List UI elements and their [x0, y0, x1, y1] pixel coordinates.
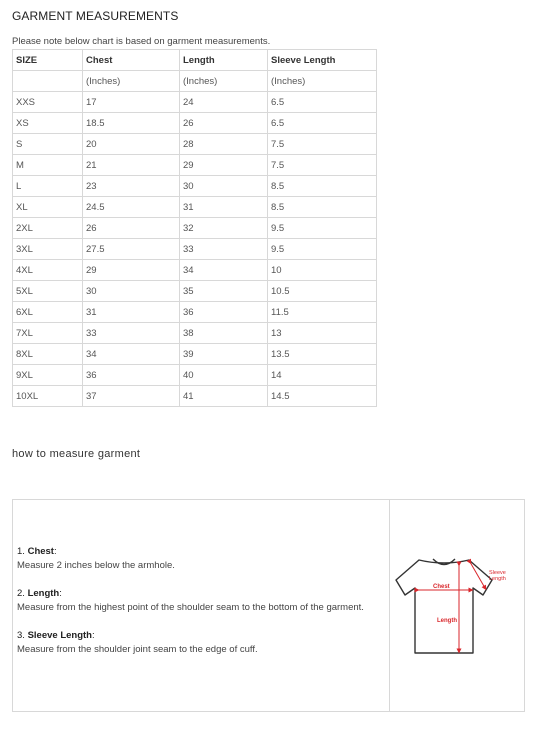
unit-sleeve-length: (Inches): [268, 71, 377, 92]
cell-chest: 37: [83, 386, 180, 407]
cell-length: 30: [180, 176, 268, 197]
cell-length: 32: [180, 218, 268, 239]
cell-sleeve-length: 10: [268, 260, 377, 281]
cell-size: 10XL: [13, 386, 83, 407]
cell-size: XL: [13, 197, 83, 218]
instruction-description: Measure from the shoulder joint seam to the edge of cuff.: [17, 644, 258, 655]
cell-sleeve-length: 14.5: [268, 386, 377, 407]
cell-chest: 26: [83, 218, 180, 239]
sleeve-label: Sleeve: [489, 570, 506, 576]
table-units-row: [13, 71, 377, 92]
page-title: GARMENT MEASUREMENTS: [12, 9, 179, 23]
instruction-name: Chest: [27, 546, 54, 557]
cell-length: 41: [180, 386, 268, 407]
chest-label: Chest: [433, 584, 450, 590]
table-header-row: [13, 50, 377, 71]
cell-chest: 27.5: [83, 239, 180, 260]
table-row: [13, 302, 377, 323]
cell-chest: 17: [83, 92, 180, 113]
measure-instructions: [17, 545, 364, 671]
instruction-description: Measure 2 inches below the armhole.: [17, 560, 175, 571]
table-row: [13, 239, 377, 260]
cell-sleeve-length: 8.5: [268, 176, 377, 197]
header-length: Length: [180, 50, 268, 71]
chart-note: Please note below chart is based on garment measurements.: [12, 36, 271, 47]
table-row: [13, 260, 377, 281]
cell-length: 36: [180, 302, 268, 323]
cell-size: 7XL: [13, 323, 83, 344]
cell-size: 3XL: [13, 239, 83, 260]
unit-chest: (Inches): [83, 71, 180, 92]
cell-length: 28: [180, 134, 268, 155]
table-row: [13, 386, 377, 407]
instruction-colon: :: [53, 546, 57, 557]
unit-size: [13, 71, 83, 92]
instruction-colon: :: [59, 588, 62, 599]
cell-chest: 36: [83, 365, 180, 386]
unit-length: (Inches): [180, 71, 268, 92]
cell-length: 34: [180, 260, 268, 281]
cell-size: S: [13, 134, 83, 155]
table-row: [13, 365, 377, 386]
cell-size: XXS: [13, 92, 83, 113]
cell-length: 40: [180, 365, 268, 386]
sleeve-label-2: Length: [489, 576, 506, 582]
cell-chest: 23: [83, 176, 180, 197]
instruction-length: [17, 587, 364, 615]
table-row: [13, 344, 377, 365]
cell-chest: 18.5: [83, 113, 180, 134]
cell-size: M: [13, 155, 83, 176]
instruction-colon: :: [92, 630, 95, 641]
instruction-sleeve-length: [17, 629, 364, 657]
cell-chest: 34: [83, 344, 180, 365]
cell-length: 33: [180, 239, 268, 260]
cell-size: 8XL: [13, 344, 83, 365]
cell-sleeve-length: 8.5: [268, 197, 377, 218]
cell-sleeve-length: 7.5: [268, 134, 377, 155]
cell-sleeve-length: 6.5: [268, 113, 377, 134]
header-size: SIZE: [13, 50, 83, 71]
cell-length: 26: [180, 113, 268, 134]
cell-sleeve-length: 6.5: [268, 92, 377, 113]
cell-sleeve-length: 9.5: [268, 239, 377, 260]
instruction-chest: [17, 545, 364, 573]
cell-length: 29: [180, 155, 268, 176]
instruction-number: 3.: [17, 630, 25, 641]
header-sleeve-length: Sleeve Length: [268, 50, 377, 71]
table-row: [13, 281, 377, 302]
instruction-name: Sleeve Length: [27, 630, 92, 641]
cell-sleeve-length: 13: [268, 323, 377, 344]
table-row: [13, 134, 377, 155]
instruction-number: 1.: [17, 546, 25, 557]
cell-chest: 31: [83, 302, 180, 323]
cell-sleeve-length: 11.5: [268, 302, 377, 323]
table-row: [13, 92, 377, 113]
cell-size: L: [13, 176, 83, 197]
cell-size: 2XL: [13, 218, 83, 239]
cell-chest: 29: [83, 260, 180, 281]
table-row: [13, 113, 377, 134]
cell-chest: 30: [83, 281, 180, 302]
table-row: [13, 323, 377, 344]
cell-size: 9XL: [13, 365, 83, 386]
cell-chest: 33: [83, 323, 180, 344]
cell-length: 35: [180, 281, 268, 302]
cell-length: 38: [180, 323, 268, 344]
cell-size: 4XL: [13, 260, 83, 281]
cell-chest: 21: [83, 155, 180, 176]
cell-length: 24: [180, 92, 268, 113]
cell-sleeve-length: 13.5: [268, 344, 377, 365]
table-row: [13, 155, 377, 176]
size-chart-table: [12, 49, 377, 407]
instruction-description: Measure from the highest point of the shoulder seam to the bottom of the garment.: [17, 602, 364, 613]
table-row: [13, 218, 377, 239]
instruction-name: Length: [27, 588, 60, 599]
table-row: [13, 176, 377, 197]
tshirt-outline: [396, 560, 492, 653]
header-chest: Chest: [83, 50, 180, 71]
cell-length: 31: [180, 197, 268, 218]
cell-sleeve-length: 14: [268, 365, 377, 386]
cell-sleeve-length: 7.5: [268, 155, 377, 176]
tshirt-diagram: [389, 550, 506, 660]
cell-size: 5XL: [13, 281, 83, 302]
cell-chest: 24.5: [83, 197, 180, 218]
length-label: Length: [437, 618, 457, 624]
how-to-measure-heading: how to measure garment: [12, 448, 141, 460]
instruction-number: 2.: [17, 588, 25, 599]
cell-length: 39: [180, 344, 268, 365]
table-row: [13, 197, 377, 218]
cell-size: XS: [13, 113, 83, 134]
cell-size: 6XL: [13, 302, 83, 323]
cell-chest: 20: [83, 134, 180, 155]
cell-sleeve-length: 10.5: [268, 281, 377, 302]
cell-sleeve-length: 9.5: [268, 218, 377, 239]
